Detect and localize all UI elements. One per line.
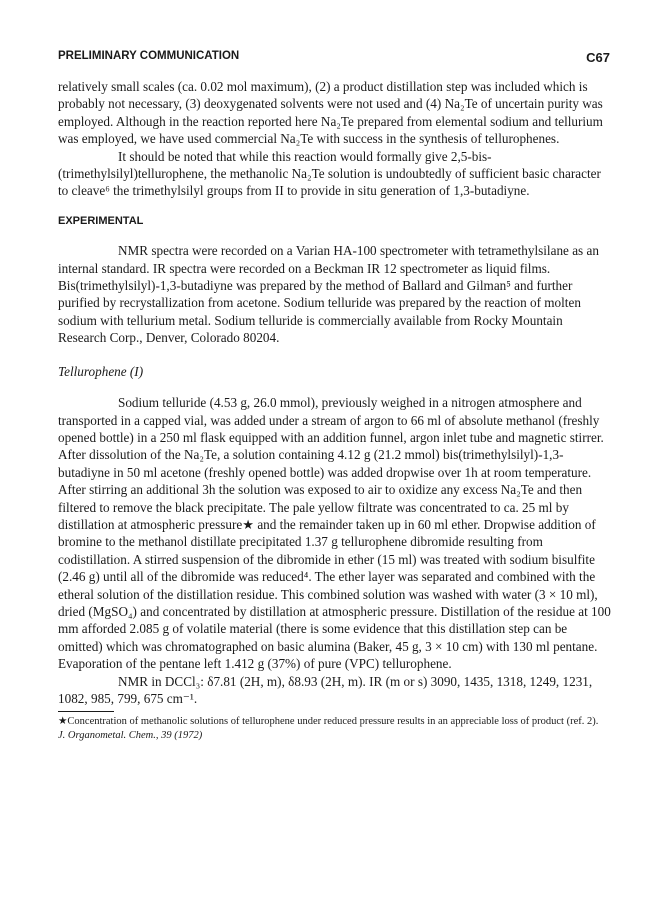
journal-citation: J. Organometal. Chem., 39 (1972) (58, 730, 203, 742)
subsection-heading-tellurophene: Tellurophene (I) (58, 363, 144, 379)
footnote-rule (58, 711, 114, 712)
article-body (58, 78, 614, 743)
paragraph-spectral-data: NMR in DCCl₃: δ7.81 (2H, m), δ8.93 (2H, m). IR (m or s) 3090, 1435, 1318, 1249, 1231, 1082, 985, 799, 675 cm⁻¹. (58, 673, 593, 706)
running-header (58, 50, 610, 65)
paragraph-continuation: relatively small scales (ca. 0.02 mol maximum), (2) a product distillation step was included which is probably not necessary, (3) deoxygenated solvents were not used and (4) Na₂Te of uncertain purity was employed. Although in the reaction reported here Na₂Te prepared from elemental sodium and tellurium was employed, we have used commercial Na₂Te with success in the synthesis of tellurophenes. (58, 79, 603, 147)
page-number: C67 (586, 50, 610, 65)
section-heading-experimental: EXPERIMENTAL (58, 214, 144, 227)
paragraph-instrumentation: NMR spectra were recorded on a Varian HA-100 spectrometer with tetramethylsilane as an internal standard. IR spectra were recorded on a Beckman IR 12 spectrometer as liquid films. Bis(trimethylsilyl)-1,3-butadiyne was prepared by the method of Ballard and Gilman⁵ and further purified by recrystallization from acetone. Sodium telluride was prepared by the reaction of molten sodium with tellurium metal. Sodium telluride is commercially available from Rocky Mountain Research Corp., Denver, Colorado 80204. (58, 243, 599, 346)
paragraph-note-cleavage: It should be noted that while this reaction would formally give 2,5-bis-(trimethylsilyl)tellurophene, the methanolic Na₂Te solution is undoubtedly of sufficient basic character to cleave⁶ the trimethylsilyl groups from II to provide in situ generation of 1,3-butadiyne. (58, 148, 601, 199)
paragraph-procedure: Sodium telluride (4.53 g, 26.0 mmol), previously weighed in a nitrogen atmosphere and transported in a capped vial, was added under a stream of argon to 66 ml of absolute methanol (freshly opened bottle) in a 250 ml flask equipped with an addition funnel, argon inlet tube and magnetic stirrer. After dissolution of the Na₂Te, a solution containing 4.12 g (21.2 mmol) bis(trimethylsilyl)-1,3-butadiyne in 50 ml acetone (freshly opened bottle) was added dropwise over 1h at room temperature. After stirring an additional 3h the solution was exposed to air to oxidize any excess Na₂Te and then filtered to remove the black precipitate. The pale yellow filtrate was concentrated to ca. 25 ml by distillation at atmospheric pressure★ and the remainder taken up in 60 ml ether. Dropwise addition of bromine to the methanol distillate precipitated 1.37 g tellurophene dibromide resulting from codistillation. A stirred suspension of the dibromide in ether (15 ml) was treated with sodium bisulfite (2.46 g) until all of the dibromide was reduced⁴. The ether layer was separated and combined with the etheral solution of the distillation residue. This combined solution was washed with water (3 × 10 ml), dried (MgSO₄) and concentrated by distillation at atmospheric pressure. Distillation of the residue at 100 mm afforded 2.085 g of volatile material (there is some evidence that this distillation step can be omitted) which was chromatographed on basic alumina (Baker, 45 g, 3 × 10 cm) with 130 ml pentane. Evaporation of the pentane left 1.412 g (37%) of pure (VPC) tellurophene. (58, 395, 611, 672)
footnote: ★Concentration of methanolic solutions of tellurophene under reduced pressure results in an appreciable loss of product (ref. 2). (58, 716, 599, 728)
running-title: PRELIMINARY COMMUNICATION (58, 50, 240, 62)
